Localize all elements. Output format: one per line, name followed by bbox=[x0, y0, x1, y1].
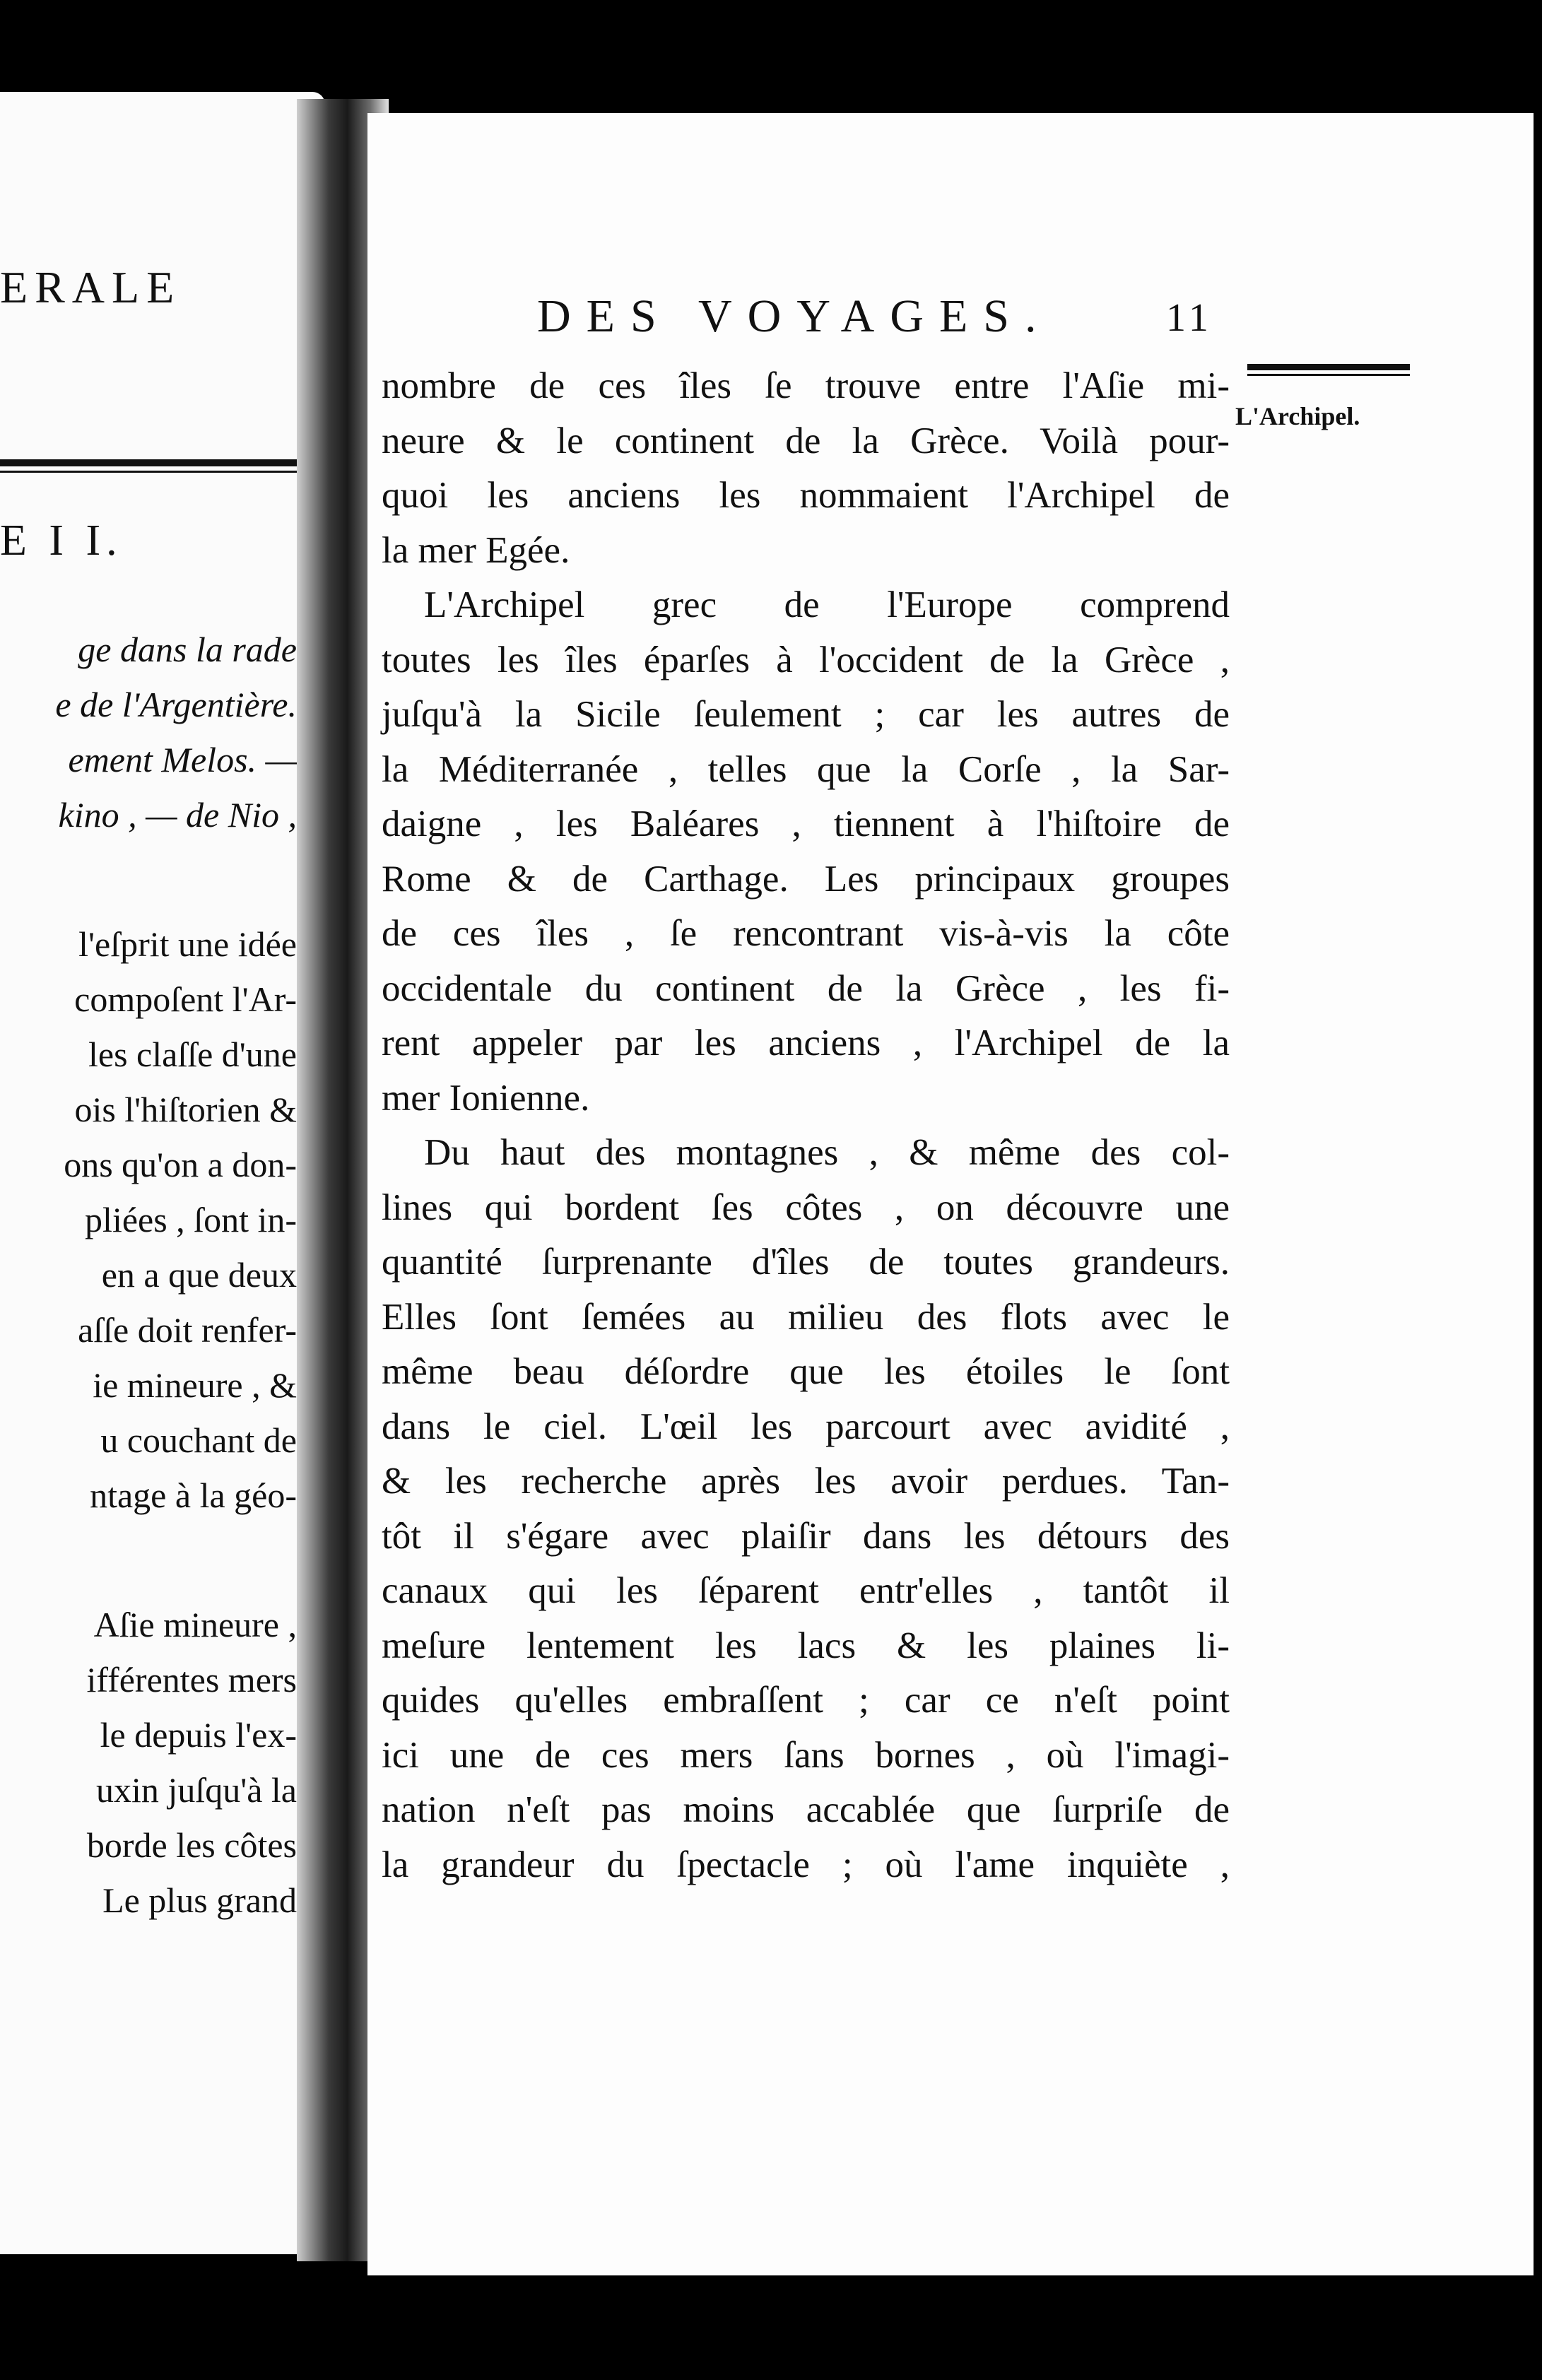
text-line: e de l'Argentière. bbox=[55, 685, 297, 724]
header-rule-left bbox=[0, 459, 297, 473]
text-line: L'Archipel grec de l'Europe comprend bbox=[424, 584, 1230, 625]
text-line: meſure lentement les lacs & les plaines li- bbox=[382, 1625, 1230, 1666]
text-line: pliées , ſont in- bbox=[85, 1200, 297, 1239]
left-text-block bbox=[0, 622, 297, 1928]
text-line: ifférentes mers bbox=[86, 1660, 297, 1699]
text-line: uxin juſqu'à la bbox=[96, 1770, 297, 1810]
text-line: lines qui bordent ſes côtes , on découvre une bbox=[382, 1186, 1230, 1228]
text-line: Aſie mineure , bbox=[93, 1605, 297, 1644]
text-line: mer Ionienne. bbox=[382, 1077, 590, 1119]
text-line: Elles ſont ſemées au milieu des flots avec le bbox=[382, 1296, 1230, 1338]
text-line: Le plus grand bbox=[102, 1880, 297, 1920]
text-line: Du haut des montagnes , & même des col- bbox=[424, 1132, 1230, 1173]
text-line: ie mineure , & bbox=[93, 1365, 297, 1405]
text-line: l'eſprit une idée bbox=[78, 924, 297, 964]
text-line: en a que deux bbox=[101, 1255, 297, 1295]
text-line: la grandeur du ſpectacle ; où l'ame inquiète , bbox=[382, 1844, 1230, 1885]
text-line: neure & le continent de la Grèce. Voilà pour- bbox=[382, 420, 1230, 461]
text-line: aſſe doit renfer- bbox=[78, 1310, 297, 1350]
text-line: nombre de ces îles ſe trouve entre l'Aſie mi- bbox=[382, 365, 1230, 406]
previous-page bbox=[0, 92, 325, 2254]
text-line: ici une de ces mers ſans bornes , où l'imagi- bbox=[382, 1734, 1230, 1776]
text-line: tôt il s'égare avec plaiſir dans les détours des bbox=[382, 1515, 1230, 1557]
margin-note: L'Archipel. bbox=[1235, 402, 1360, 430]
text-line: ement Melos. — bbox=[68, 740, 297, 779]
text-line: ge dans la rade bbox=[78, 630, 297, 669]
body-text bbox=[382, 359, 1230, 1892]
text-line: toutes les îles éparſes à l'occident de la Grèce , bbox=[382, 639, 1230, 681]
text-line: les claſſe d'une bbox=[88, 1035, 297, 1074]
text-line: rent appeler par les anciens , l'Archipel de la bbox=[382, 1023, 1230, 1064]
text-line: ois l'hiſtorien & bbox=[74, 1090, 297, 1129]
text-line: canaux qui les ſéparent entr'elles , tantôt il bbox=[382, 1570, 1230, 1611]
text-line: compoſent l'Ar- bbox=[74, 979, 297, 1019]
text-line: ons qu'on a don- bbox=[64, 1145, 297, 1184]
text-line: occidentale du continent de la Grèce , les fi- bbox=[382, 967, 1230, 1009]
text-line: la Méditerranée , telles que la Corſe , la Sar- bbox=[382, 748, 1230, 790]
text-line: quoi les anciens les nommaient l'Archipel de bbox=[382, 475, 1230, 516]
running-head-left: ERALE bbox=[0, 262, 182, 312]
text-line: & les recherche après les avoir perdues. Tan- bbox=[382, 1461, 1230, 1502]
text-line: la mer Egée. bbox=[382, 529, 570, 571]
text-line: dans le ciel. L'œil les parcourt avec avidité , bbox=[382, 1406, 1230, 1447]
text-line: même beau déſordre que les étoiles le ſont bbox=[382, 1351, 1230, 1392]
running-head: DES VOYAGES. bbox=[537, 290, 1052, 342]
paragraph-gap bbox=[0, 842, 297, 917]
text-line: borde les côtes bbox=[86, 1825, 297, 1865]
current-page bbox=[367, 113, 1534, 2275]
header-rule-right bbox=[1247, 364, 1410, 376]
text-line: ntage à la géo- bbox=[90, 1475, 297, 1515]
paragraph-gap bbox=[0, 1523, 297, 1597]
text-line: de ces îles , ſe rencontrant vis-à-vis la côte bbox=[382, 913, 1230, 954]
text-line: daigne , les Baléares , tiennent à l'hiſtoire de bbox=[382, 803, 1230, 844]
text-line: quantité ſurprenante d'îles de toutes grandeurs. bbox=[382, 1242, 1230, 1283]
page-number: 11 bbox=[1166, 296, 1213, 340]
text-line: juſqu'à la Sicile ſeulement ; car les autres de bbox=[382, 694, 1230, 735]
chapter-heading-left: E I I. bbox=[0, 517, 123, 565]
text-line: u couchant de bbox=[100, 1420, 297, 1460]
text-line: kino , — de Nio , bbox=[58, 795, 297, 835]
text-line: nation n'eſt pas moins accablée que ſurpriſe de bbox=[382, 1789, 1230, 1830]
text-line: Rome & de Carthage. Les principaux groupes bbox=[382, 858, 1230, 900]
text-line: le depuis l'ex- bbox=[100, 1715, 297, 1755]
text-line: quides qu'elles embraſſent ; car ce n'eſt point bbox=[382, 1680, 1230, 1721]
